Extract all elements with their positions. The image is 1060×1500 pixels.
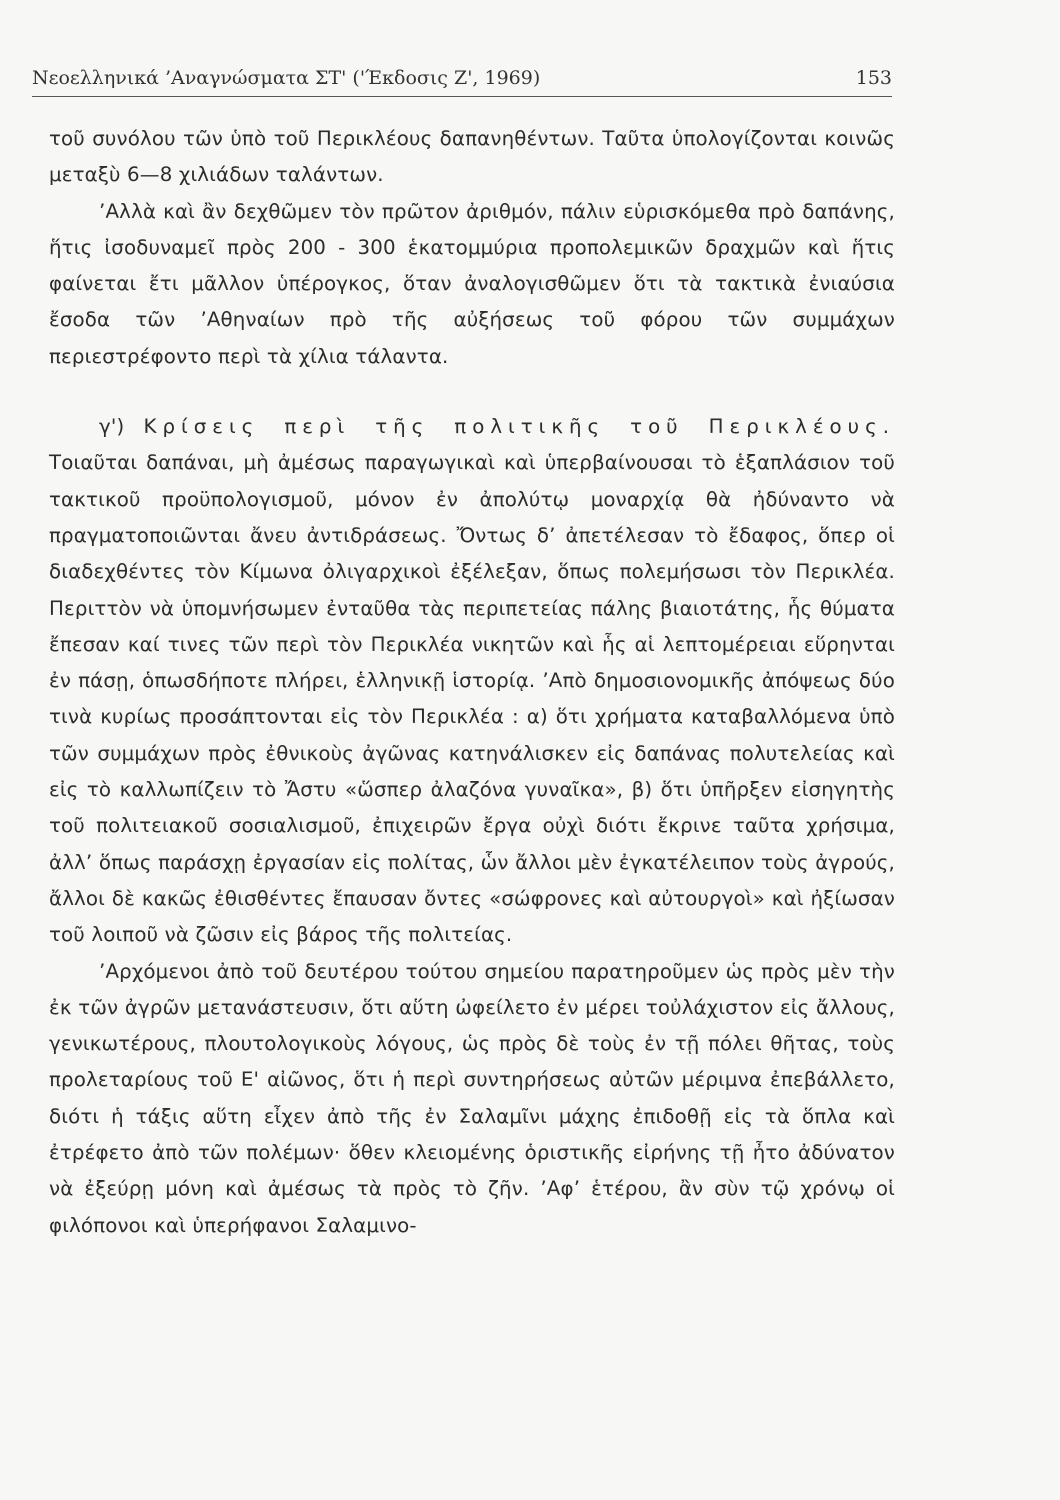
paragraph-2: ’Αλλὰ καὶ ἂν δεχθῶμεν τὸν πρῶτον ἀριθμόν, πάλιν εὑρισκόμεθα πρὸ δαπάνης, ἥτις ἰσοδυναμεῖ πρὸς 200 - 300 ἑκατομμύρια προπολεμικῶν δραχμῶν καὶ ἥτις φαίνεται ἔτι μᾶλλον ὑπέρογκος, ὅταν ἀναλογισθῶμεν ὅτι τὰ τακτικὰ ἐνιαύσια ἔσοδα τῶν ’Αθηναίων πρὸ τῆς αὐξήσεως τοῦ φόρου τῶν συμμάχων περιεστρέφοντο περὶ τὰ χίλια τάλαντα. <box>49 199 895 368</box>
paragraph-3 <box>49 409 895 953</box>
paragraph-4: ’Αρχόμενοι ἀπὸ τοῦ δευτέρου τούτου σημείου παρατηροῦμεν ὡς πρὸς μὲν τὴν ἐκ τῶν ἀγρῶν μετανάστευσιν, ὅτι αὕτη ὠφείλετο ἐν μέρει τοὐλάχιστον εἰς ἄλλους, γενικωτέρους, πλουτολογικοὺς λόγους, ὡς πρὸς δὲ τοὺς ἐν τῇ πόλει θῆτας, τοὺς προλεταρίους τοῦ Ε' αἰῶνος, ὅτι ἡ περὶ συντηρήσεως αὐτῶν μέριμνα ἐπεβάλλετο, διότι ἡ τάξις αὕτη εἶχεν ἀπὸ τῆς ἐν Σαλαμῖνι μάχης ἐπιδοθῇ εἰς τὰ ὅπλα καὶ ἐτρέφετο ἀπὸ τῶν πολέμων· ὅθεν κλειομένης ὁριστικῆς εἰρήνης τῇ ἦτο ἀδύνατον νὰ ἐξεύρῃ μόνη καὶ ἀμέσως τὰ πρὸς τὸ ζῆν. ’Αφ’ ἑτέρου, ἂν σὺν τῷ χρόνῳ οἱ φιλόπονοι καὶ ὑπερήφανοι Σαλαμινο- <box>49 959 895 1237</box>
main-text <box>49 121 895 1244</box>
section-text: Τοιαῦται δαπάναι, μὴ ἀμέσως παραγωγικαὶ καὶ ὑπερβαίνουσαι τὸ ἑξαπλάσιον τοῦ τακτικοῦ προϋπολογισμοῦ, μόνον ἐν ἀπολύτῳ μοναρχίᾳ θὰ ἠδύναντο νὰ πραγματοποιῶνται ἄνευ ἀντιδράσεως. Ὄντως δ’ ἀπετέλεσαν τὸ ἔδαφος, ὅπερ οἱ διαδεχθέντες τὸν Κίμωνα ὀλιγαρχικοὶ ἐξέλεξαν, ὅπως πολεμήσωσι τὸν Περικλέα. Περιττὸν νὰ ὑπομνήσωμεν ἐνταῦθα τὰς περιπετείας πάλης βιαιοτάτης, ἧς θύματα ἔπεσαν καί τινες τῶν περὶ τὸν Περικλέα νικητῶν καὶ ἧς αἱ λεπτομέρειαι εὕρηνται ἐν πάσῃ, ὁπωσδήποτε πλήρει, ἑλληνικῇ ἱστορίᾳ. ’Απὸ δημοσιονομικῆς ἀπόψεως δύο τινὰ κυρίως προσάπτονται εἰς τὸν Περικλέα : α) ὅτι χρήματα καταβαλλόμενα ὑπὸ τῶν συμμάχων πρὸς ἐθνικοὺς ἀγῶνας κατηνάλισκεν εἰς δαπάνας πολυτελείας καὶ εἰς τὸ καλλωπίζειν τὸ Ἄστυ «ὥσπερ ἀλαζόνα γυναῖκα», β) ὅτι ὑπῆρξεν εἰσηγητὴς τοῦ πολιτειακοῦ σοσιαλισμοῦ, ἐπιχειρῶν ἔργα οὐχὶ διότι ἔκρινε ταῦτα χρήσιμα, ἀλλ’ ὅπως παράσχῃ ἐργασίαν εἰς πολίτας, ὧν ἄλλοι μὲν ἐγκατέλειπον τοὺς ἀγρούς, ἄλλοι δὲ κακῶς ἐθισθέντες ἔπαυσαν ὄντες «σώφρονες καὶ αὐτουργοὶ» καὶ ἠξίωσαν τοῦ λοιποῦ νὰ ζῶσιν εἰς βάρος τῆς πολιτείας. <box>49 451 895 947</box>
section-label: γ') <box>99 415 125 439</box>
section-heading: Κρίσεις περὶ τῆς πολιτικῆς τοῦ Περικλέους. <box>143 415 895 439</box>
running-header: Νεοελληνικά ’Αναγνώσματα ΣΤ' ('Έκδοσις Ζ', 1969) <box>32 64 892 97</box>
page-number: 153 <box>842 64 892 97</box>
paragraph-1: τοῦ συνόλου τῶν ὑπὸ τοῦ Περικλέους δαπανηθέντων. Ταῦτα ὑπολογίζονται κοινῶς μεταξὺ 6—8 χιλιάδων ταλάντων. <box>49 127 895 187</box>
